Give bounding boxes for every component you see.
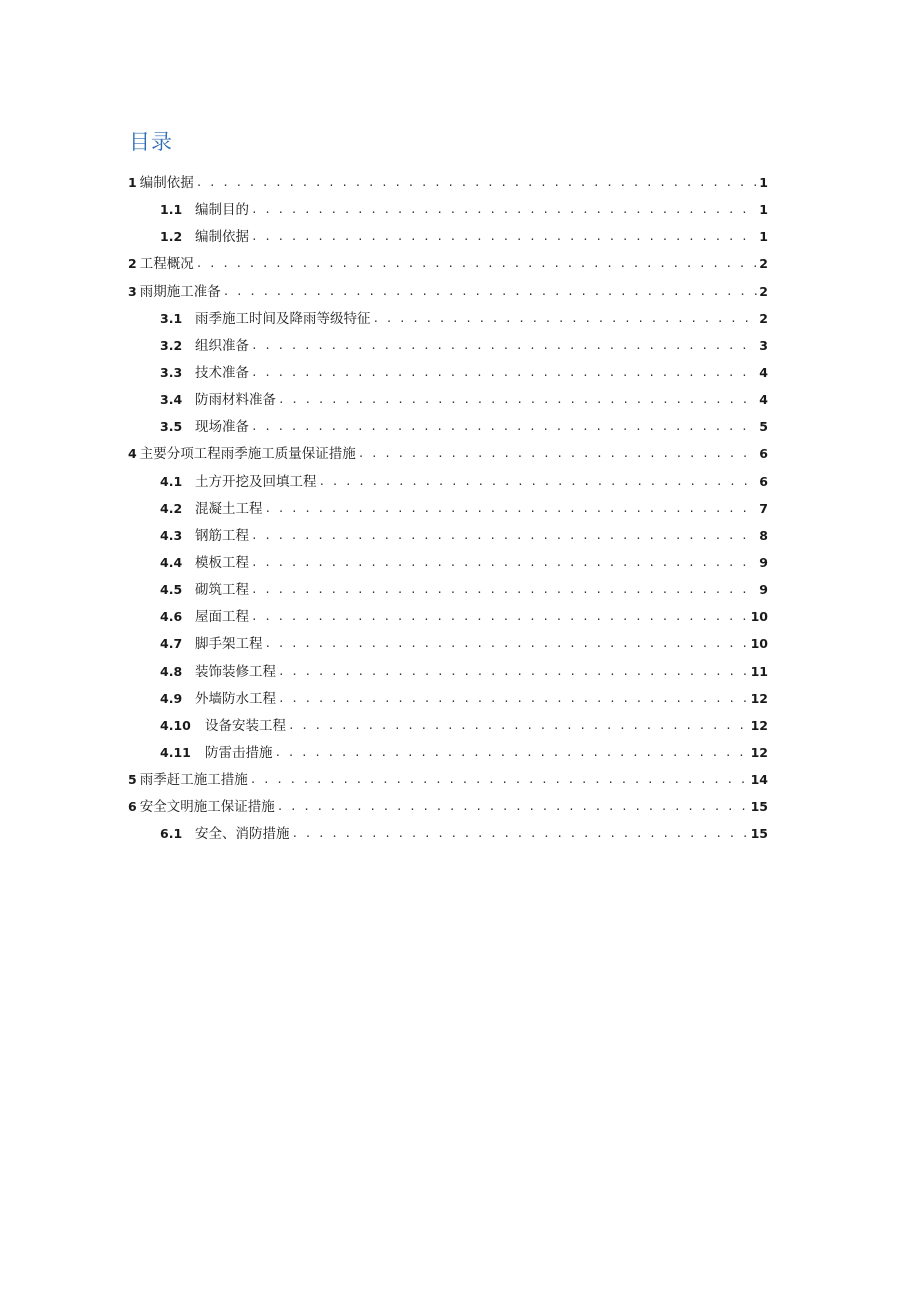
toc-entry-4-1[interactable] — [128, 468, 768, 495]
toc-entry-page: 15 — [750, 826, 768, 842]
toc-entry-page: 1 — [759, 229, 768, 245]
toc-entry-label: 外墙防水工程 — [195, 690, 276, 707]
dot-leader — [278, 386, 757, 413]
toc-entry-page: 10 — [750, 609, 768, 625]
toc-entry-page: 3 — [759, 337, 768, 353]
toc-entry-4-5[interactable] — [128, 576, 768, 603]
toc-entry-number: 4.11 — [160, 744, 191, 760]
toc-entry-number: 3.5 — [160, 419, 183, 435]
dot-leader — [250, 766, 749, 793]
toc-entry-number: 4.4 — [160, 554, 183, 570]
toc-entry-label: 模板工程 — [195, 554, 249, 571]
toc-entry-label: 技术准备 — [195, 364, 249, 381]
toc-entry-page: 12 — [750, 690, 768, 706]
toc-entry-page: 12 — [750, 717, 768, 733]
toc-entry-page: 4 — [759, 392, 768, 408]
toc-entry-number: 4 — [128, 446, 137, 462]
dot-leader — [251, 332, 757, 359]
toc-entry-4[interactable] — [128, 440, 768, 467]
toc-entry-1-2[interactable] — [128, 223, 768, 250]
dot-leader — [251, 196, 757, 223]
toc-entry-number: 4.10 — [160, 717, 191, 733]
toc-entry-label: 编制依据 — [195, 229, 249, 246]
toc-entry-3-3[interactable] — [128, 359, 768, 386]
dot-leader — [319, 468, 758, 495]
toc-entry-3-4[interactable] — [128, 386, 768, 413]
dot-leader — [251, 522, 757, 549]
dot-leader — [373, 305, 758, 332]
dot-leader — [251, 603, 749, 630]
toc-entry-page: 1 — [759, 202, 768, 218]
toc-entry-1-1[interactable] — [128, 196, 768, 223]
toc-entry-page: 7 — [759, 500, 768, 516]
dot-leader — [196, 250, 758, 277]
toc-entry-number: 3 — [128, 283, 137, 299]
toc-entry-page: 10 — [750, 636, 768, 652]
toc-entry-4-7[interactable] — [128, 630, 768, 657]
toc-entry-number: 5 — [128, 772, 137, 788]
toc-entry-6-1[interactable] — [128, 820, 768, 847]
toc-entry-label: 雨季施工时间及降雨等级特征 — [195, 310, 371, 327]
toc-entry-page: 6 — [759, 473, 768, 489]
toc-entry-4-3[interactable] — [128, 522, 768, 549]
toc-title: 目录 — [129, 130, 173, 154]
toc-entry-label: 钢筋工程 — [195, 527, 249, 544]
toc-entry-label: 雨季赶工施工措施 — [139, 772, 248, 789]
toc-entry-page: 2 — [759, 283, 768, 299]
toc-entry-label: 安全文明施工保证措施 — [139, 799, 275, 816]
dot-leader — [292, 820, 749, 847]
toc-entry-page: 14 — [750, 772, 768, 788]
toc-entry-number: 1.1 — [160, 202, 183, 218]
dot-leader — [265, 630, 749, 657]
toc-entry-label: 防雷击措施 — [205, 744, 273, 761]
toc-entry-label: 工程概况 — [139, 256, 194, 273]
toc-entry-3-1[interactable] — [128, 305, 768, 332]
dot-leader — [278, 658, 749, 685]
toc-entry-label: 编制依据 — [139, 175, 194, 191]
toc-entry-label: 设备安装工程 — [205, 717, 286, 734]
toc-entry-page: 2 — [759, 256, 768, 272]
toc-entry-4-4[interactable] — [128, 549, 768, 576]
toc-entry-page: 12 — [750, 744, 768, 760]
toc-entry-number: 3.1 — [160, 310, 183, 326]
dot-leader — [251, 359, 757, 386]
toc-entry-number: 1.2 — [160, 229, 183, 245]
toc-entry-number: 4.9 — [160, 690, 183, 706]
toc-entry-label: 主要分项工程雨季施工质量保证措施 — [139, 446, 356, 463]
toc-entry-number: 4.3 — [160, 527, 183, 543]
toc-entry-number: 4.1 — [160, 473, 183, 489]
toc-entry-page: 2 — [759, 310, 768, 326]
dot-leader — [251, 223, 757, 250]
toc-entry-label: 雨期施工准备 — [139, 283, 221, 300]
toc-entry-page: 9 — [759, 554, 768, 570]
toc-entry-label: 脚手架工程 — [195, 636, 263, 653]
toc-entry-label: 编制目的 — [195, 202, 249, 219]
toc-entry-4-9[interactable] — [128, 685, 768, 712]
toc-entry-label: 安全、消防措施 — [195, 826, 290, 843]
toc-entry-3[interactable] — [128, 278, 768, 305]
toc-entry-number: 4.7 — [160, 636, 183, 652]
toc-entry-page: 11 — [750, 663, 768, 679]
toc-entry-4-8[interactable] — [128, 658, 768, 685]
toc-entry-number: 6 — [128, 799, 137, 815]
dot-leader — [196, 169, 758, 196]
toc-entry-number: 4.8 — [160, 663, 183, 679]
toc-entry-label: 混凝土工程 — [195, 500, 263, 517]
toc-entry-3-2[interactable] — [128, 332, 768, 359]
toc-entry-number: 6.1 — [160, 826, 183, 842]
toc-entry-number: 2 — [128, 256, 137, 272]
toc-entry-label: 现场准备 — [195, 419, 249, 436]
toc-entry-page: 6 — [759, 446, 768, 462]
toc-entry-5[interactable] — [128, 766, 768, 793]
toc-entry-label: 防雨材料准备 — [195, 392, 276, 409]
toc-entry-page: 9 — [759, 582, 768, 598]
dot-leader — [288, 712, 749, 739]
toc-entry-number: 3.3 — [160, 364, 183, 380]
toc-entry-page: 8 — [759, 527, 768, 543]
dot-leader — [223, 278, 758, 305]
toc-entry-label: 组织准备 — [195, 337, 249, 354]
dot-leader — [251, 413, 757, 440]
toc-entry-label: 屋面工程 — [195, 609, 249, 626]
toc-entry-4-11[interactable] — [128, 739, 768, 766]
toc-entry-page: 15 — [750, 799, 768, 815]
toc-entry-label: 砌筑工程 — [195, 582, 249, 599]
dot-leader — [275, 739, 749, 766]
toc-entry-number: 4.2 — [160, 500, 183, 516]
toc-entry-number: 3.4 — [160, 392, 183, 408]
toc-entry-6[interactable] — [128, 793, 768, 820]
toc-entry-number: 4.5 — [160, 582, 183, 598]
dot-leader — [358, 440, 758, 467]
toc-entry-4-6[interactable] — [128, 603, 768, 630]
dot-leader — [265, 495, 758, 522]
toc-list — [128, 169, 768, 848]
toc-entry-page: 5 — [759, 419, 768, 435]
dot-leader — [278, 685, 749, 712]
toc-entry-number: 4.6 — [160, 609, 183, 625]
toc-entry-3-5[interactable] — [128, 413, 768, 440]
toc-entry-page: 4 — [759, 364, 768, 380]
toc-entry-label: 装饰装修工程 — [195, 663, 276, 680]
toc-entry-number: 3.2 — [160, 337, 183, 353]
toc-entry-label: 土方开挖及回填工程 — [195, 473, 317, 490]
dot-leader — [277, 793, 749, 820]
dot-leader — [251, 549, 757, 576]
toc-entry-2[interactable] — [128, 250, 768, 277]
toc-entry-number: 1 — [128, 175, 137, 190]
dot-leader — [251, 576, 757, 603]
toc-entry-4-2[interactable] — [128, 495, 768, 522]
toc-entry-4-10[interactable] — [128, 712, 768, 739]
toc-entry-1[interactable] — [128, 169, 768, 196]
toc-entry-page: 1 — [759, 175, 768, 190]
